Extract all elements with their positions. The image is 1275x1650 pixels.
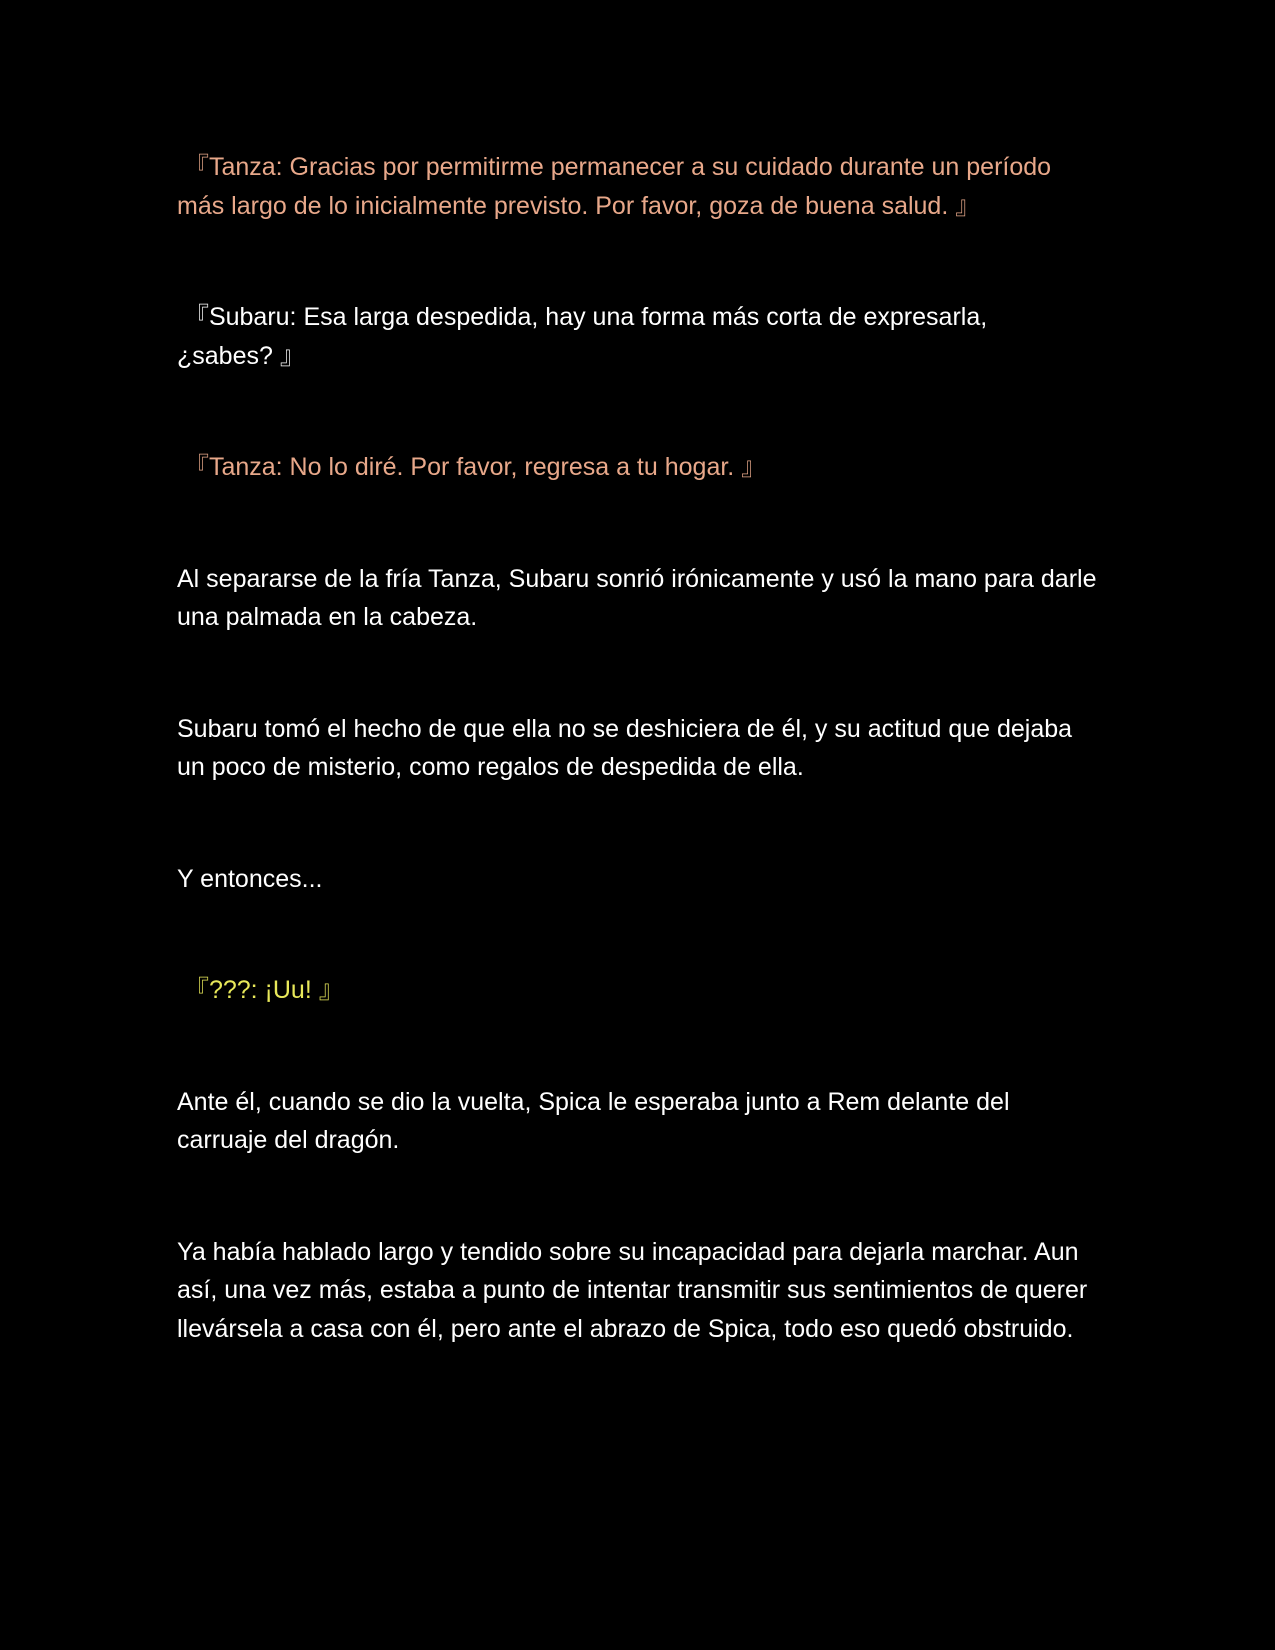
dialogue-tanza: 『Tanza: Gracias por permitirme permanecer a su cuidado durante un período más largo de lo inicialmente previsto. Por favor, goza de buena salud. 』: [177, 153, 1052, 220]
narration-paragraph: Y entonces...: [177, 864, 323, 893]
dialogue-unknown: 『???: ¡Uu! 』: [177, 976, 344, 1004]
narration-paragraph: Ante él, cuando se dio la vuelta, Spica le esperaba junto a Rem delante del carruaje del dragón.: [177, 1087, 1010, 1154]
dialogue-subaru: 『Subaru: Esa larga despedida, hay una forma más corta de expresarla, ¿sabes? 』: [177, 303, 988, 370]
narration-paragraph: Ya había hablado largo y tendido sobre su incapacidad para dejarla marchar. Aun así, una vez más, estaba a punto de intentar transmitir sus sentimientos de querer llevársela a casa con él, pero ante el abrazo de Spica, todo eso quedó obstruido.: [177, 1237, 1088, 1343]
dialogue-tanza: 『Tanza: No lo diré. Por favor, regresa a tu hogar. 』: [177, 453, 767, 481]
document-page: [177, 148, 1097, 1421]
narration-paragraph: Subaru tomó el hecho de que ella no se deshiciera de él, y su actitud que dejaba un poco de misterio, como regalos de despedida de ella.: [177, 714, 1073, 781]
narration-paragraph: Al separarse de la fría Tanza, Subaru sonrió irónicamente y usó la mano para darle una palmada en la cabeza.: [177, 564, 1097, 631]
